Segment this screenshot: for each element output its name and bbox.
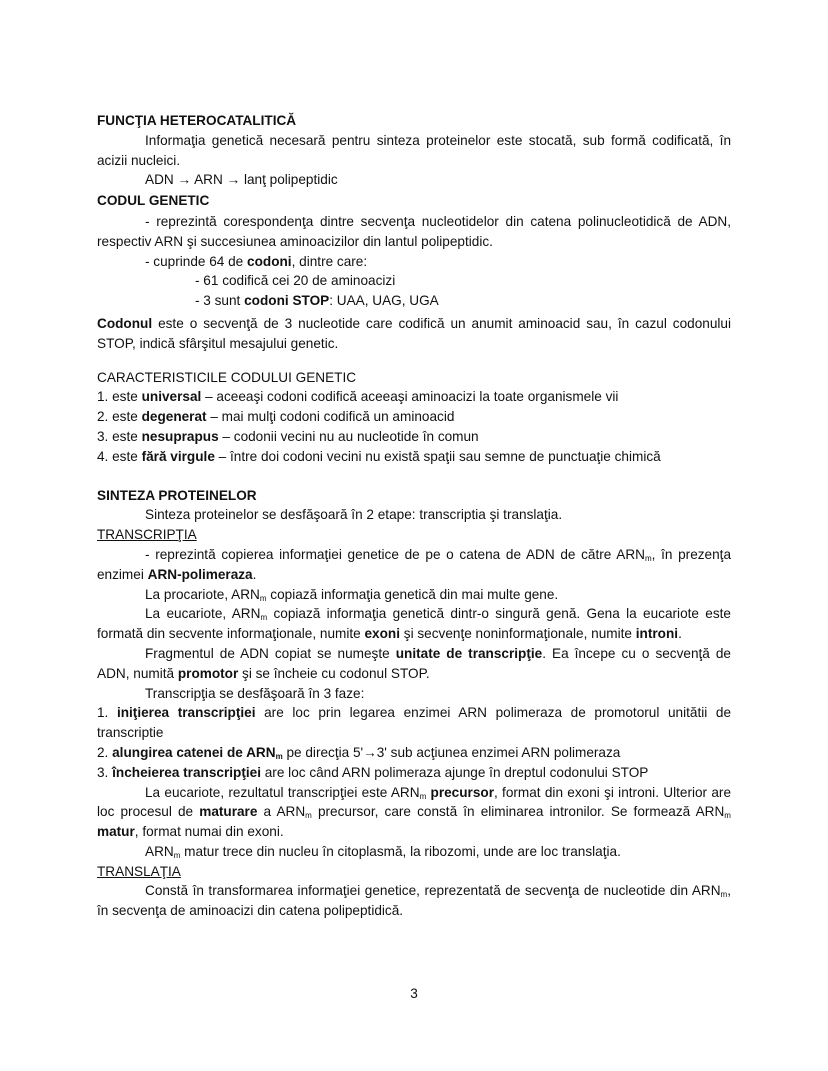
heading-functia-heterocatalitica — [97, 111, 731, 131]
bold-text: introni — [635, 626, 679, 642]
text-run: 3. este — [97, 428, 142, 444]
subscript-text: m — [720, 890, 728, 900]
subscript-text: m — [644, 553, 652, 563]
bold-text: codoni — [247, 253, 292, 269]
text-run: matur trece din nucleu în citoplasmă, la ribozomi, unde are loc translaţia. — [180, 843, 621, 859]
bold-text: fără virgule — [141, 448, 215, 464]
text-run: , format numai din exoni. — [134, 824, 284, 840]
text-run: , în secvenţa de aminoacizi din catena polipeptidică. — [97, 883, 731, 919]
text-run: 1. este — [97, 389, 142, 405]
text-run: - cuprinde 64 de — [145, 253, 248, 269]
phase-initierea — [97, 703, 731, 743]
text-run: şi secvenţe noninformaţionale, numite — [400, 626, 636, 642]
paragraph-maturare — [97, 783, 731, 842]
heading-codul-genetic — [97, 191, 731, 211]
text-run: - reprezintă corespondenţa dintre secvenţa nucleotidelor din catena polinucleotidică de ADN, respectiv ARN şi succesiunea aminoacizilor din lantul polipeptidic. — [97, 213, 731, 249]
text-run: are loc când ARN polimeraza ajunge în dreptul codonului STOP — [260, 764, 649, 780]
subscript-text: m — [260, 613, 268, 623]
text-run: Constă în transformarea informaţiei genetice, reprezentată de secvenţa de nucleotide din ARN — [145, 883, 721, 899]
text-run: ARN — [145, 843, 174, 859]
heading-translatia — [97, 862, 731, 882]
paragraph-eucariote — [97, 604, 731, 644]
list-item-degenerat — [97, 407, 731, 427]
text-run: , în prezenţa enzimei — [97, 546, 732, 582]
heading-transcriptia — [97, 525, 731, 545]
paragraph-cuprinde — [97, 252, 731, 272]
text-run: are loc prin legarea enzimei ARN polimeraza de promotorul unitătii de transcriptie — [97, 705, 731, 741]
text-run: 2. — [97, 744, 113, 760]
text-run: . — [252, 566, 257, 582]
text-run: 3. — [97, 764, 113, 780]
text-run: precursor, care constă în eliminarea intronilor. Se formează ARN — [311, 804, 725, 820]
paragraph-arn-matur — [97, 842, 731, 862]
text-run: : UAA, UAG, UGA — [329, 293, 439, 309]
paragraph-informatia-genetica — [97, 131, 731, 171]
bold-text: Codonul — [97, 315, 153, 331]
bold-text: matur — [97, 824, 135, 840]
subscript-text: m — [724, 811, 731, 821]
text-run: TRANSCRIPŢIA — [97, 527, 197, 543]
bold-text: promotor — [177, 665, 239, 681]
text-run: Fragmentul de ADN copiat se numeşte — [145, 645, 396, 661]
subscript-text: m — [419, 791, 427, 801]
bold-text: unitate de transcripţie — [395, 645, 543, 661]
heading-sinteza-proteinelor — [97, 486, 731, 506]
list-item-fara-virgule — [97, 447, 731, 467]
subscript-text: m — [305, 811, 312, 821]
text-run: - reprezintă copierea informaţiei genetice de pe o catena de ADN de către ARN — [145, 546, 645, 562]
subscript-text: m — [173, 850, 181, 860]
text-run: copiază informaţia genetică dintr-o singură genă. Gena la eucariote este formată din secvente informaţionale, numite — [97, 606, 731, 642]
text-run: Transcripţia se desfăşoară în 3 faze: — [145, 685, 365, 701]
bold-text: CODUL GENETIC — [97, 193, 210, 209]
paragraph-transcriptia-def — [97, 545, 731, 585]
text-run: La eucariote, ARN — [145, 606, 261, 622]
bold-text: iniţierea transcripţiei — [116, 705, 256, 721]
text-run: CARACTERISTICILE CODULUI GENETIC — [97, 369, 357, 385]
text-run: . — [678, 626, 682, 642]
bold-text: FUNCŢIA HETEROCATALITICĂ — [97, 113, 297, 128]
bold-text: degenerat — [141, 409, 207, 425]
text-run: Sinteza proteinelor se desfăşoară în 2 etape: transcriptia şi translaţia. — [145, 507, 563, 523]
bold-text: exoni — [364, 626, 400, 642]
bold-text: maturare — [199, 804, 258, 820]
phase-alungirea — [97, 743, 731, 763]
bold-text: SINTEZA PROTEINELOR — [97, 487, 257, 503]
text-run: pe direcţia 5'→3' sub acţiunea enzimei ARN polimeraza — [282, 744, 621, 760]
list-item-nesuprapus — [97, 427, 731, 447]
text-run: – mai mulţi codoni codifică un aminoacid — [206, 409, 455, 425]
phase-incheierea — [97, 763, 731, 783]
paragraph-faze — [97, 684, 731, 704]
bold-text: codoni STOP — [244, 293, 330, 309]
page-number: 3 — [410, 986, 418, 1001]
text-run: - 3 sunt — [195, 293, 245, 309]
text-run: copiază informaţia genetică din mai multe gene. — [266, 586, 559, 602]
paragraph-sinteza-etape — [97, 505, 731, 525]
bold-text: încheierea transcripţiei — [112, 764, 261, 780]
text-run: La procariote, ARN — [145, 586, 260, 602]
text-run: – între doi codoni vecini nu există spaţii sau semne de punctuaţie chimică — [214, 448, 661, 464]
text-run: – codonii vecini nu au nucleotide în comun — [218, 428, 479, 444]
text-run: . Ea începe cu o secvenţă de ADN, numită — [97, 645, 731, 681]
bold-text: universal — [141, 389, 202, 405]
bold-text: precursor — [430, 784, 494, 800]
paragraph-codonul — [97, 314, 731, 354]
text-run: , dintre care: — [291, 253, 368, 269]
heading-caracteristicile — [97, 368, 731, 388]
text-run: 2. este — [97, 409, 142, 425]
list-item-universal — [97, 387, 731, 407]
text-run: este o secvenţă de 3 nucleotide care codifică un anumit aminoacid sau, în cazul codonului STOP, indică sfârşitul mesajului genetic. — [97, 315, 731, 351]
subscript-text: m — [275, 751, 283, 761]
bold-text: nesuprapus — [141, 428, 219, 444]
text-run: , format din exoni şi introni. Ulterior are loc procesul de — [97, 784, 732, 820]
paragraph-reprezinta — [97, 212, 731, 252]
paragraph-procariote — [97, 585, 731, 605]
bold-text: ARN-polimeraza — [147, 566, 253, 582]
document-page — [97, 111, 731, 921]
text-run: ADN → ARN → lanţ polipeptidic — [145, 172, 338, 188]
item-61-codifica — [97, 271, 731, 291]
item-3-stop — [97, 291, 731, 311]
paragraph-translatia-def — [97, 881, 731, 921]
text-run: – aceeaşi codoni codifică aceeaşi aminoacizi la toate organismele vii — [201, 389, 619, 405]
text-run: 4. este — [97, 448, 142, 464]
flow-adn-arn — [97, 170, 731, 190]
subscript-text: m — [259, 593, 267, 603]
paragraph-fragmentul — [97, 644, 731, 684]
text-run: 1. — [97, 705, 117, 721]
text-run: TRANSLAŢIA — [97, 863, 181, 879]
text-run: La eucariote, rezultatul transcripţiei este ARN — [145, 784, 420, 800]
text-run: a ARN — [257, 804, 306, 820]
text-run: şi se încheie cu codonul STOP. — [238, 665, 430, 681]
text-run: - 61 codifică cei 20 de aminoacizi — [195, 273, 396, 289]
text-run: Informaţia genetică necesară pentru sinteza proteinelor este stocată, sub formă codificată, în acizii nucleici. — [97, 132, 731, 168]
bold-text: alungirea catenei de ARN — [112, 744, 276, 760]
